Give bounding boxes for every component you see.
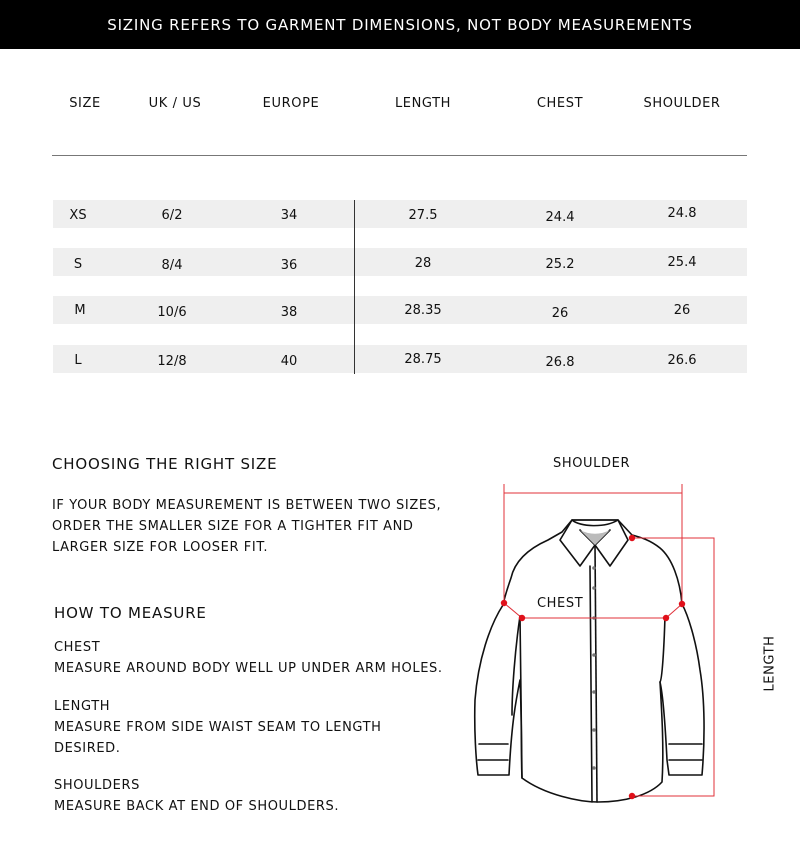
cell-chest: 26.8	[545, 355, 575, 370]
cell-europe: 34	[280, 208, 298, 223]
cell-chest: 26	[551, 306, 569, 321]
measure-point	[519, 615, 525, 621]
cell-length: 28.35	[404, 303, 442, 318]
cell-shoulder: 26	[673, 303, 691, 318]
cell-chest: 25.2	[545, 257, 575, 272]
measure-point	[663, 615, 669, 621]
cell-length: 28.75	[404, 352, 442, 367]
cell-europe: 38	[280, 305, 298, 320]
header-length: LENGTH	[394, 96, 452, 111]
table-row	[53, 200, 747, 228]
instruction-line: MEASURE BACK AT END OF SHOULDERS.	[54, 799, 340, 814]
cell-chest: 24.4	[545, 210, 575, 225]
length-measure-line	[632, 538, 714, 796]
cell-europe: 40	[280, 354, 298, 369]
cell-size: XS	[69, 208, 87, 223]
header-europe: EUROPE	[262, 96, 320, 111]
cell-length: 27.5	[408, 208, 438, 223]
cell-europe: 36	[280, 258, 298, 273]
length-label: LENGTH	[762, 635, 778, 692]
choosing-title: CHOOSING THE RIGHT SIZE	[52, 455, 278, 473]
cell-size: M	[74, 303, 86, 318]
how-to-measure-title: HOW TO MEASURE	[54, 604, 207, 622]
measure-point	[679, 601, 685, 607]
cell-uk-us: 8/4	[161, 258, 183, 273]
header-divider	[52, 155, 747, 156]
shoulders-instructions	[54, 796, 339, 817]
cell-length: 28	[414, 256, 432, 271]
cell-uk-us: 10/6	[157, 305, 187, 320]
cell-shoulder: 25.4	[667, 255, 697, 270]
instruction-line: DESIRED.	[54, 741, 121, 756]
header-uk-us: UK / US	[148, 96, 202, 111]
instruction-line: MEASURE AROUND BODY WELL UP UNDER ARM HOLES.	[54, 661, 443, 676]
choosing-line: ORDER THE SMALLER SIZE FOR A TIGHTER FIT AND	[52, 519, 414, 534]
cell-shoulder: 24.8	[667, 206, 697, 221]
measure-point	[501, 600, 507, 606]
length-instructions	[54, 717, 382, 759]
length-subtitle: LENGTH	[54, 699, 111, 714]
sizing-banner: SIZING REFERS TO GARMENT DIMENSIONS, NOT BODY MEASUREMENTS	[0, 0, 800, 49]
cell-size: L	[74, 353, 82, 368]
shoulders-subtitle: SHOULDERS	[54, 778, 140, 793]
header-chest: CHEST	[536, 96, 584, 111]
header-size: SIZE	[69, 96, 101, 111]
cell-shoulder: 26.6	[667, 353, 697, 368]
instruction-line: MEASURE FROM SIDE WAIST SEAM TO LENGTH	[54, 720, 382, 735]
choosing-line: IF YOUR BODY MEASUREMENT IS BETWEEN TWO SIZES,	[52, 498, 442, 513]
column-divider	[354, 200, 355, 374]
chest-label: CHEST	[537, 596, 584, 611]
cell-size: S	[73, 257, 83, 272]
chest-instructions	[54, 658, 443, 679]
shirt-diagram	[460, 470, 760, 810]
chest-subtitle: CHEST	[54, 640, 101, 655]
cell-uk-us: 6/2	[161, 208, 183, 223]
measure-point	[629, 793, 635, 799]
header-shoulder: SHOULDER	[643, 96, 721, 111]
table-row	[53, 248, 747, 276]
choosing-line: LARGER SIZE FOR LOOSER FIT.	[52, 540, 269, 555]
cell-uk-us: 12/8	[157, 354, 187, 369]
measure-point	[629, 535, 635, 541]
shoulder-label: SHOULDER	[553, 456, 631, 471]
choosing-text	[52, 495, 441, 558]
